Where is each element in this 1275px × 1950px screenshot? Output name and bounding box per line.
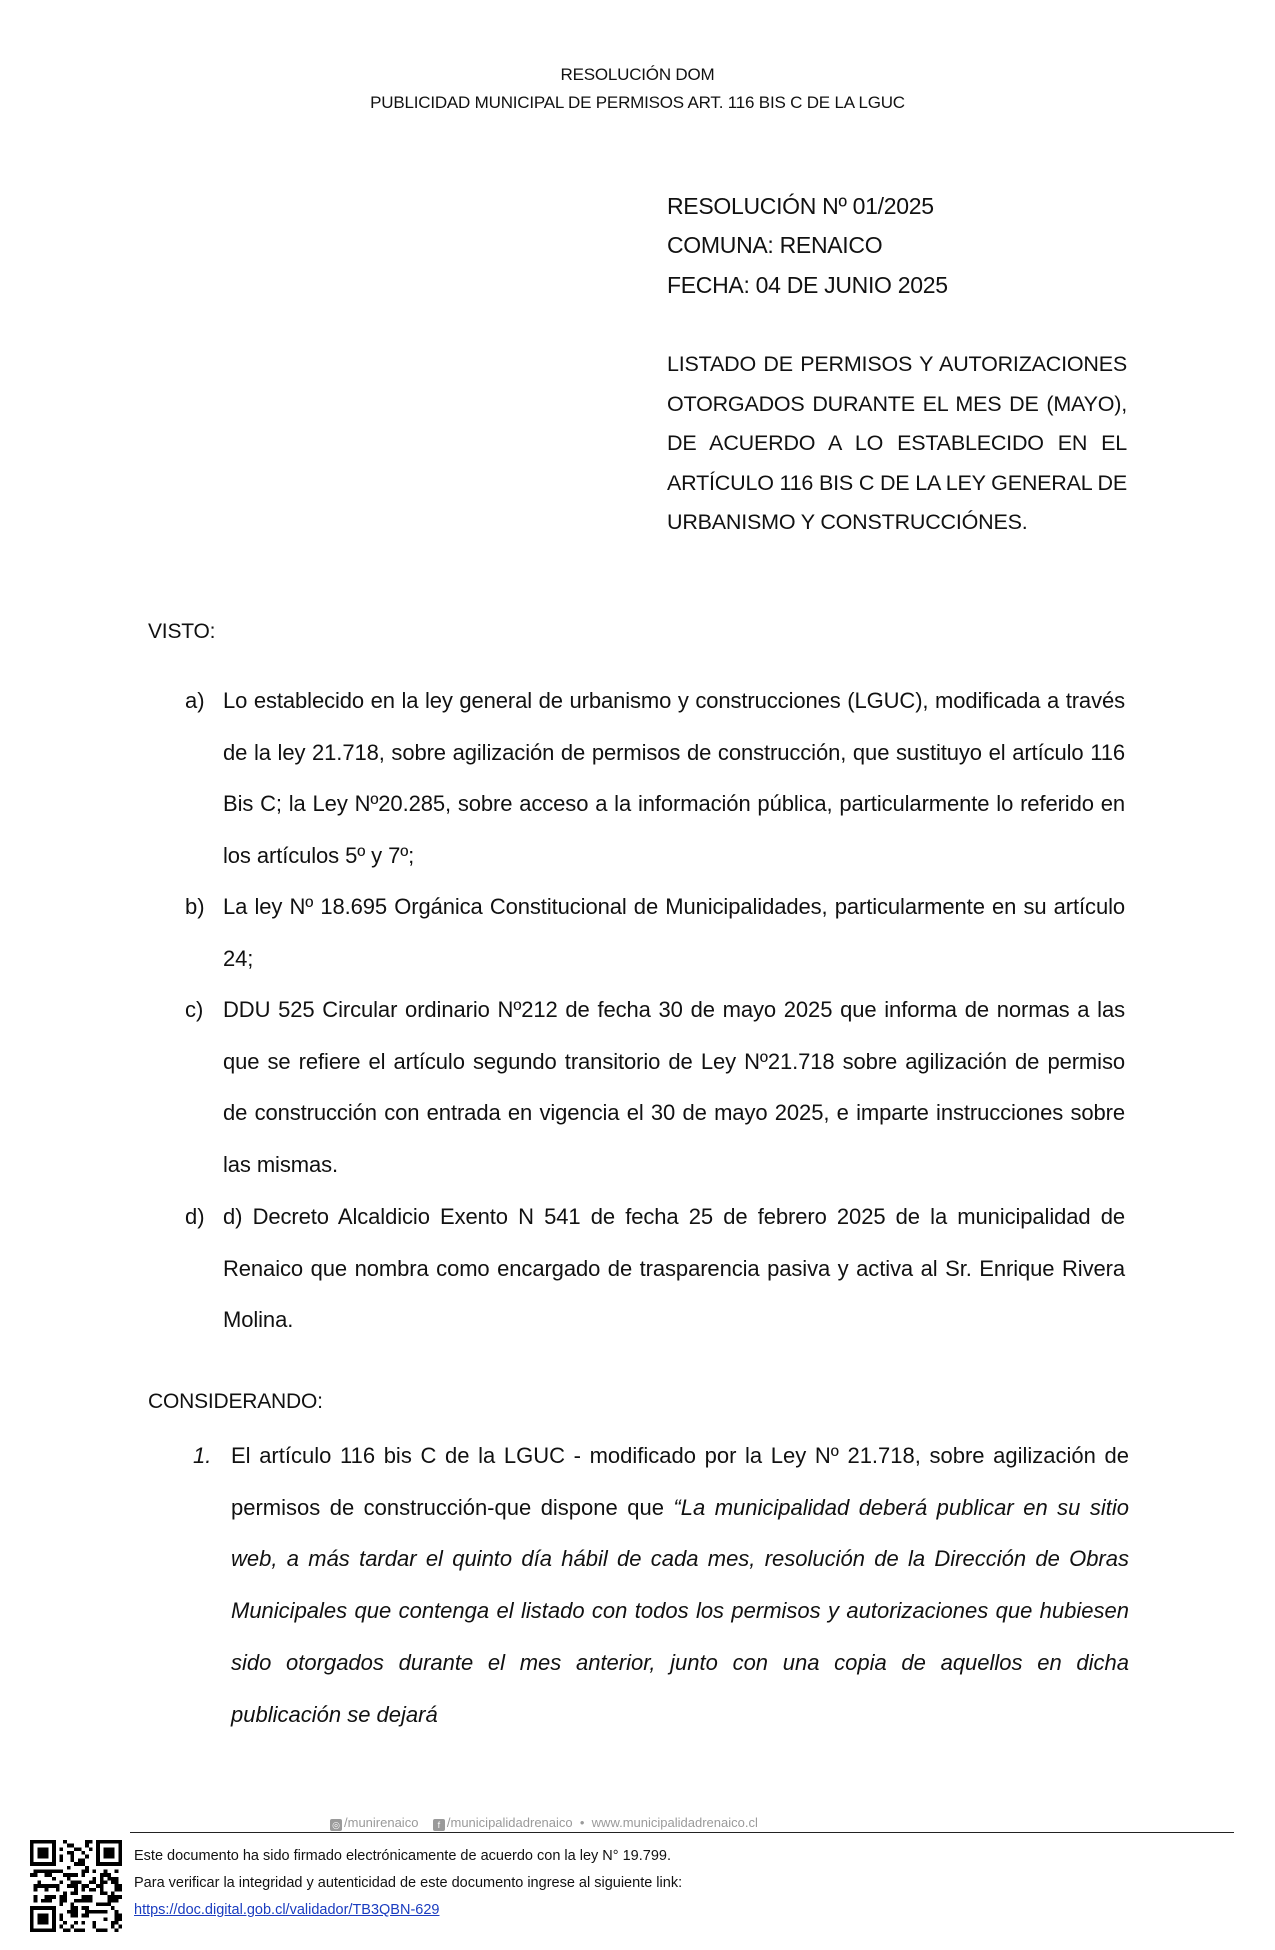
list-marker: c) xyxy=(185,997,204,1022)
facebook-handle[interactable]: /municipalidadrenaico xyxy=(446,1815,573,1830)
social-links xyxy=(330,1815,850,1831)
visto-item xyxy=(185,881,1125,984)
legal-quote: “La municipalidad deberá publicar en su sitio web, a más tardar el quinto día hábil de cada mes, resolución de la Dirección de Obras Municipales que contenga el listado con todos los permisos y autorizaciones que hubiesen sido otorgados durante el mes anterior, junto con una copia de aquellos en dicha publicación se dejará xyxy=(231,1494,1129,1727)
list-item-text: d) Decreto Alcaldicio Exento N 541 de fecha 25 de febrero 2025 de la municipalidad de Renaico que nombra como encargado de trasparencia pasiva y activa al Sr. Enrique Rivera Molina. xyxy=(223,1204,1125,1333)
instagram-handle[interactable]: /munirenaico xyxy=(344,1815,419,1830)
list-item-text: Lo establecido en la ley general de urbanismo y construcciones (LGUC), modificada a través de la ley 21.718, sobre agilización de permisos de construcción, que sustituyo el artículo 116 Bis C; la Ley Nº20.285, sobre acceso a la información pública, particularmente lo referido en los artículos 5º y 7º; xyxy=(223,688,1125,869)
resolution-comuna: COMUNA: RENAICO xyxy=(667,232,883,258)
separator-dot: • xyxy=(579,1815,585,1830)
list-item-text xyxy=(231,1430,1129,1740)
considerando-heading: CONSIDERANDO: xyxy=(148,1390,323,1413)
resolution-subject: LISTADO DE PERMISOS Y AUTORIZACIONES OTORGADOS DURANTE EL MES DE (MAYO), DE ACUERDO A LO ESTABLECIDO EN EL ARTÍCULO 116 BIS C DE LA LEY GENERAL DE URBANISMO Y CONSTRUCCIÓNES. xyxy=(667,352,1127,534)
document-header-title: RESOLUCIÓN DOM xyxy=(560,65,715,84)
validation-link[interactable]: https://doc.digital.gob.cl/validador/TB3QBN-629 xyxy=(134,1902,440,1918)
document-header-subtitle: PUBLICIDAD MUNICIPAL DE PERMISOS ART. 116 BIS C DE LA LGUC xyxy=(370,93,905,112)
considerando-text: El artículo 116 bis C de la LGUC - modificado por la Ley Nº 21.718, sobre agilización de permisos de construcción-que dispone que xyxy=(231,1443,1129,1520)
signature-notice: Este documento ha sido firmado electrónicamente de acuerdo con la ley N° 19.799. xyxy=(134,1848,671,1864)
qr-code-icon xyxy=(30,1840,122,1932)
considerando-item xyxy=(193,1430,1129,1740)
signature-block xyxy=(134,1843,1034,1924)
facebook-icon: f xyxy=(433,1819,445,1831)
instagram-icon: ◎ xyxy=(330,1819,342,1831)
resolution-date: FECHA: 04 DE JUNIO 2025 xyxy=(667,272,948,298)
resolution-number: RESOLUCIÓN Nº 01/2025 xyxy=(667,193,934,219)
list-marker: d) xyxy=(185,1204,205,1229)
visto-heading: VISTO: xyxy=(148,620,216,643)
list-item-text: La ley Nº 18.695 Orgánica Constitucional de Municipalidades, particularmente en su artículo 24; xyxy=(223,894,1125,971)
list-marker: b) xyxy=(185,894,205,919)
list-marker: a) xyxy=(185,688,205,713)
footer-divider xyxy=(130,1832,1234,1833)
list-marker: 1. xyxy=(193,1443,212,1468)
list-item-text: DDU 525 Circular ordinario Nº212 de fecha 30 de mayo 2025 que informa de normas a las que se refiere el artículo segundo transitorio de Ley Nº21.718 sobre agilización de permiso de construcción con entrada en vigencia el 30 de mayo 2025, e imparte instrucciones sobre las mismas. xyxy=(223,997,1125,1178)
visto-item xyxy=(185,675,1125,882)
visto-item xyxy=(185,984,1125,1191)
verification-notice: Para verificar la integridad y autenticidad de este documento ingrese al siguiente link: xyxy=(134,1875,683,1891)
visto-item xyxy=(185,1191,1125,1346)
website-link[interactable]: www.municipalidadrenaico.cl xyxy=(591,1815,758,1830)
